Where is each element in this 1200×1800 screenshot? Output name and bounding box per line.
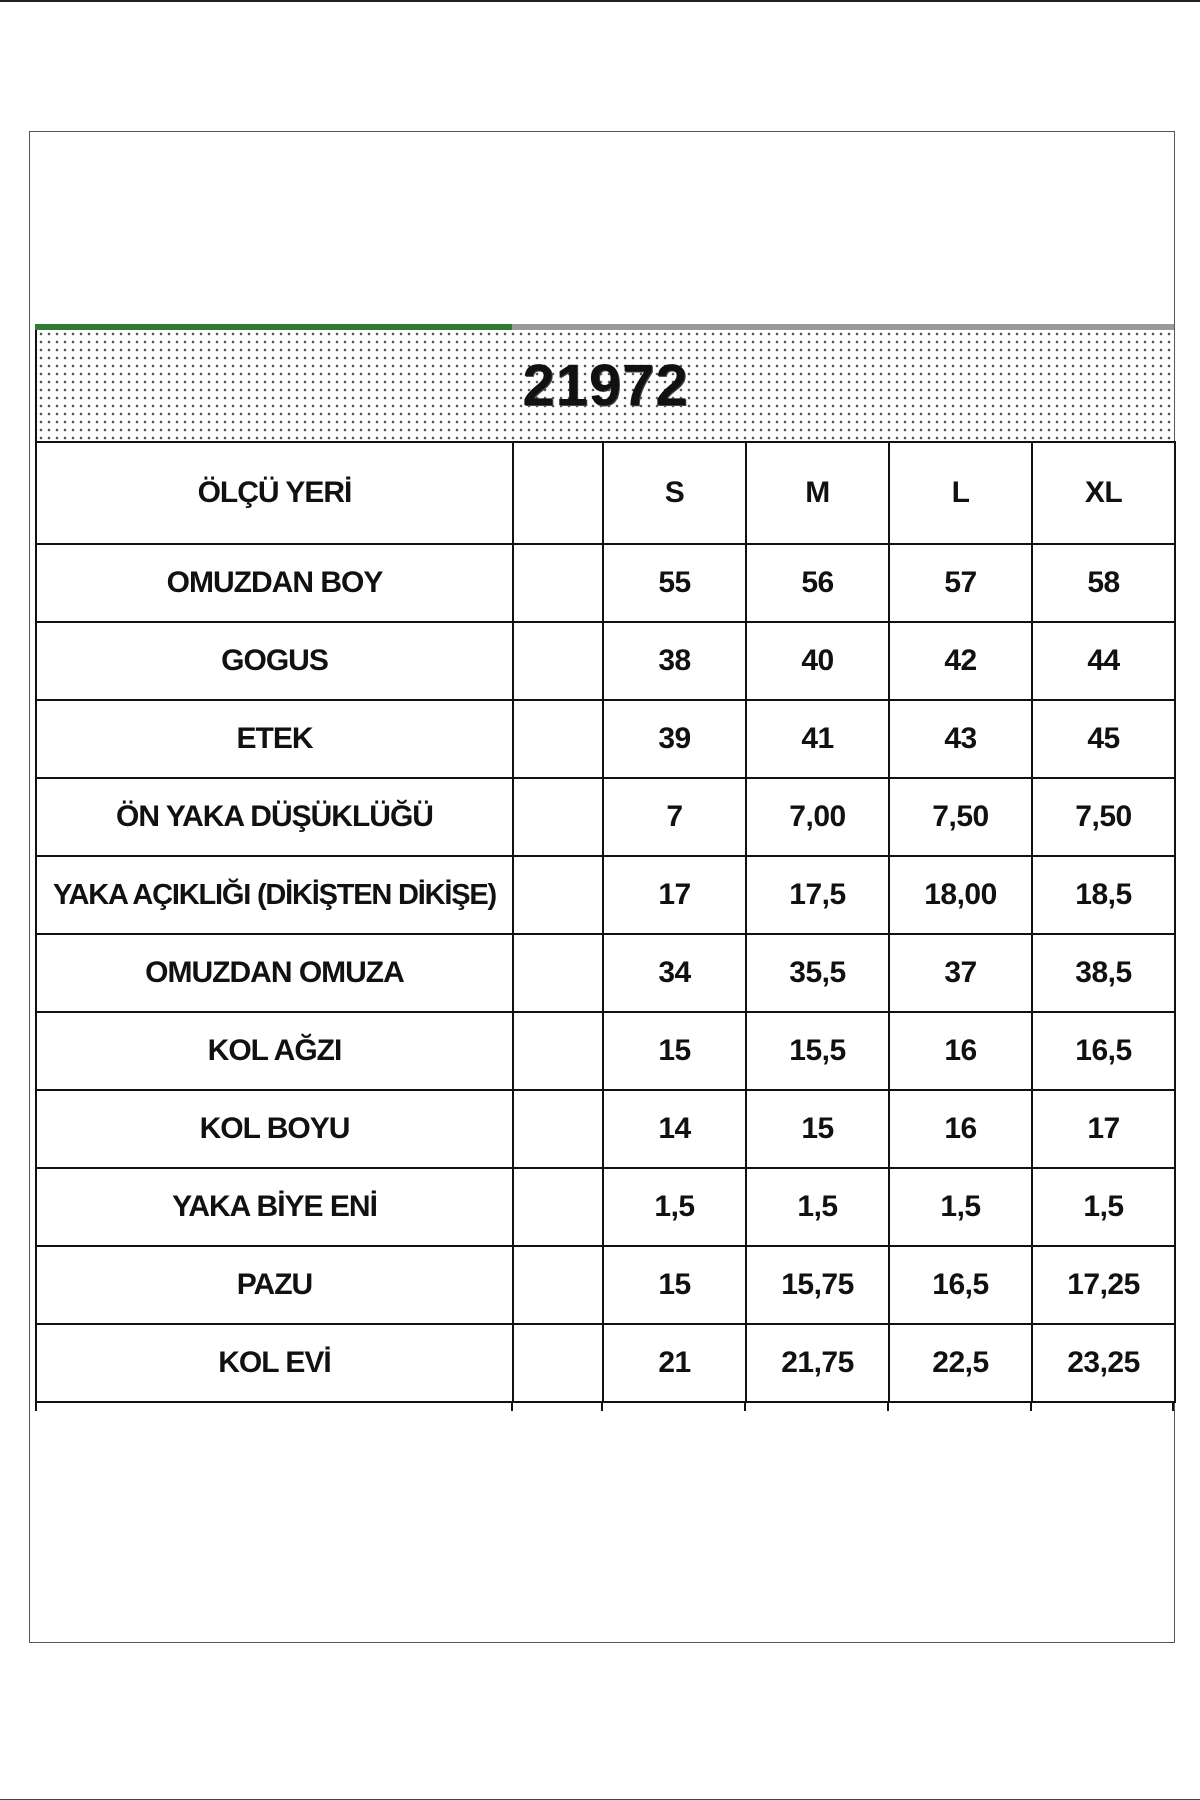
- table-row: [36, 1012, 1175, 1090]
- value-cell-l: 57: [889, 544, 1032, 622]
- value-cell-m: 15,5: [746, 1012, 889, 1090]
- blank-cell: [513, 856, 603, 934]
- table-row: [36, 1090, 1175, 1168]
- value-cell-xl: 44: [1032, 622, 1175, 700]
- row-label: ETEK: [36, 700, 513, 778]
- value-cell-s: 15: [603, 1246, 746, 1324]
- row-label: OMUZDAN OMUZA: [36, 934, 513, 1012]
- value-cell-m: 17,5: [746, 856, 889, 934]
- table-row: [36, 1324, 1175, 1402]
- blank-cell: [513, 1012, 603, 1090]
- value-cell-m: 21,75: [746, 1324, 889, 1402]
- value-cell-s: 55: [603, 544, 746, 622]
- title-band: [35, 330, 1174, 441]
- column-tail-tick: [1030, 1403, 1032, 1411]
- size-header-l: L: [889, 442, 1032, 544]
- value-cell-m: 41: [746, 700, 889, 778]
- table-row: [36, 1246, 1175, 1324]
- row-label: GOGUS: [36, 622, 513, 700]
- value-cell-xl: 16,5: [1032, 1012, 1175, 1090]
- value-cell-m: 1,5: [746, 1168, 889, 1246]
- column-tails: [35, 1403, 1174, 1411]
- column-tail-tick: [744, 1403, 746, 1411]
- row-label: KOL EVİ: [36, 1324, 513, 1402]
- size-header-s: S: [603, 442, 746, 544]
- column-tail-tick: [35, 1403, 37, 1411]
- blank-cell: [513, 544, 603, 622]
- row-label: ÖN YAKA DÜŞÜKLÜĞÜ: [36, 778, 513, 856]
- size-header-xl: XL: [1032, 442, 1175, 544]
- model-code: 21972: [522, 353, 689, 418]
- value-cell-m: 35,5: [746, 934, 889, 1012]
- value-cell-m: 40: [746, 622, 889, 700]
- value-cell-m: 56: [746, 544, 889, 622]
- table-row: [36, 700, 1175, 778]
- value-cell-l: 37: [889, 934, 1032, 1012]
- value-cell-xl: 45: [1032, 700, 1175, 778]
- column-tail-tick: [1172, 1403, 1174, 1411]
- value-cell-s: 34: [603, 934, 746, 1012]
- table-row: [36, 856, 1175, 934]
- blank-header-cell: [513, 442, 603, 544]
- blank-cell: [513, 622, 603, 700]
- value-cell-s: 7: [603, 778, 746, 856]
- blank-cell: [513, 1090, 603, 1168]
- size-header-m: M: [746, 442, 889, 544]
- value-cell-xl: 1,5: [1032, 1168, 1175, 1246]
- row-label: KOL AĞZI: [36, 1012, 513, 1090]
- column-tail-tick: [511, 1403, 513, 1411]
- measure-label-header: ÖLÇÜ YERİ: [36, 442, 513, 544]
- value-cell-s: 1,5: [603, 1168, 746, 1246]
- value-cell-l: 16,5: [889, 1246, 1032, 1324]
- value-cell-m: 7,00: [746, 778, 889, 856]
- table-row: [36, 934, 1175, 1012]
- value-cell-s: 14: [603, 1090, 746, 1168]
- value-cell-l: 43: [889, 700, 1032, 778]
- table-row: [36, 622, 1175, 700]
- value-cell-s: 38: [603, 622, 746, 700]
- value-cell-xl: 38,5: [1032, 934, 1175, 1012]
- value-cell-l: 16: [889, 1012, 1032, 1090]
- value-cell-s: 15: [603, 1012, 746, 1090]
- blank-cell: [513, 1324, 603, 1402]
- value-cell-xl: 18,5: [1032, 856, 1175, 934]
- value-cell-xl: 58: [1032, 544, 1175, 622]
- table-header-row: [36, 442, 1175, 544]
- row-label: PAZU: [36, 1246, 513, 1324]
- value-cell-l: 22,5: [889, 1324, 1032, 1402]
- blank-cell: [513, 1168, 603, 1246]
- row-label: OMUZDAN BOY: [36, 544, 513, 622]
- blank-cell: [513, 778, 603, 856]
- value-cell-l: 7,50: [889, 778, 1032, 856]
- size-table: [35, 441, 1176, 1403]
- value-cell-s: 39: [603, 700, 746, 778]
- blank-cell: [513, 700, 603, 778]
- value-cell-xl: 17,25: [1032, 1246, 1175, 1324]
- value-cell-xl: 23,25: [1032, 1324, 1175, 1402]
- value-cell-m: 15: [746, 1090, 889, 1168]
- table-row: [36, 1168, 1175, 1246]
- table-row: [36, 544, 1175, 622]
- value-cell-l: 1,5: [889, 1168, 1032, 1246]
- row-label: YAKA BİYE ENİ: [36, 1168, 513, 1246]
- blank-cell: [513, 934, 603, 1012]
- value-cell-l: 18,00: [889, 856, 1032, 934]
- row-label: YAKA AÇIKLIĞI (DİKİŞTEN DİKİŞE): [36, 856, 513, 934]
- row-label: KOL BOYU: [36, 1090, 513, 1168]
- value-cell-s: 17: [603, 856, 746, 934]
- value-cell-s: 21: [603, 1324, 746, 1402]
- value-cell-l: 16: [889, 1090, 1032, 1168]
- value-cell-xl: 7,50: [1032, 778, 1175, 856]
- value-cell-m: 15,75: [746, 1246, 889, 1324]
- column-tail-tick: [601, 1403, 603, 1411]
- blank-cell: [513, 1246, 603, 1324]
- column-tail-tick: [887, 1403, 889, 1411]
- value-cell-xl: 17: [1032, 1090, 1175, 1168]
- table-row: [36, 778, 1175, 856]
- value-cell-l: 42: [889, 622, 1032, 700]
